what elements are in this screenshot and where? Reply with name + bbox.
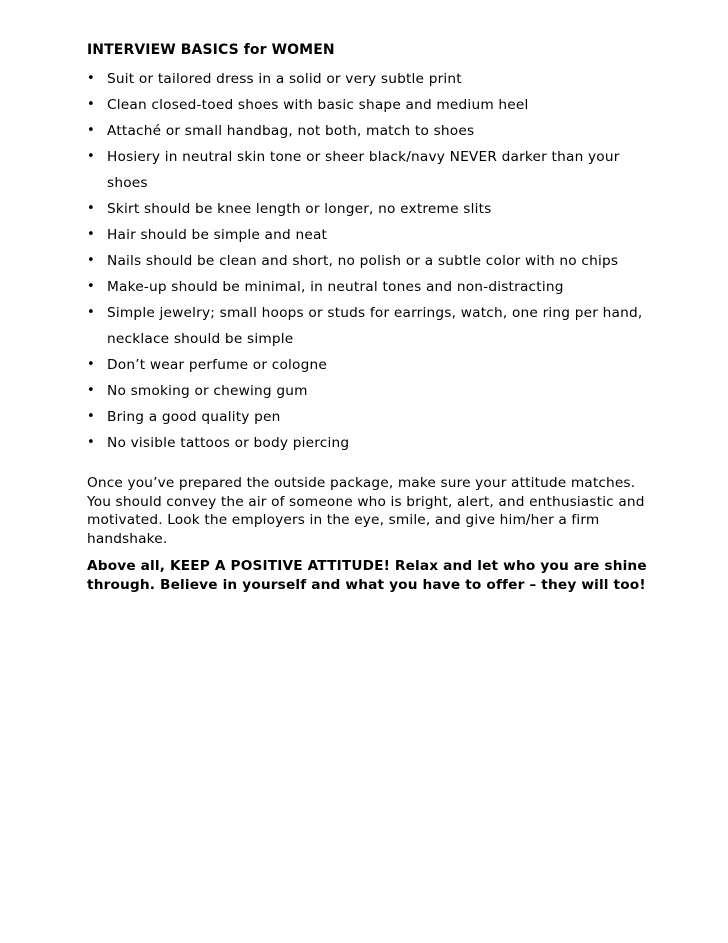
- list-item-text: No smoking or chewing gum: [107, 383, 308, 399]
- document-page: [87, 40, 647, 594]
- bullet-icon: •: [87, 227, 95, 242]
- list-item: [87, 300, 647, 352]
- list-item-text: Nails should be clean and short, no polish or a subtle color with no chips: [107, 253, 619, 269]
- list-item-text: Simple jewelry; small hoops or studs for earrings, watch, one ring per hand, necklace should be simple: [107, 305, 643, 347]
- list-item-text: Bring a good quality pen: [107, 409, 281, 425]
- list-item: [87, 196, 647, 222]
- list-item-text: Hosiery in neutral skin tone or sheer black/navy NEVER darker than your shoes: [107, 149, 620, 191]
- list-item-text: Make-up should be minimal, in neutral tones and non-distracting: [107, 279, 564, 295]
- list-item: [87, 118, 647, 144]
- bullet-icon: •: [87, 305, 95, 320]
- list-item-text: Suit or tailored dress in a solid or very subtle print: [107, 71, 462, 87]
- bullet-icon: •: [87, 253, 95, 268]
- closing-bold-paragraph: Above all, KEEP A POSITIVE ATTITUDE! Relax and let who you are shine through. Believe in yourself and what you have to offer – they will too!: [87, 558, 647, 593]
- list-item: [87, 92, 647, 118]
- list-item-text: Hair should be simple and neat: [107, 227, 328, 243]
- list-item: [87, 378, 647, 404]
- bullet-icon: •: [87, 149, 95, 164]
- list-item-text: Skirt should be knee length or longer, no extreme slits: [107, 201, 492, 217]
- list-item: [87, 352, 647, 378]
- list-item: [87, 66, 647, 92]
- list-item: [87, 222, 647, 248]
- bullet-list: [87, 66, 647, 456]
- list-item-text: Don’t wear perfume or cologne: [107, 357, 327, 373]
- bullet-icon: •: [87, 97, 95, 112]
- list-item-text: No visible tattoos or body piercing: [107, 435, 350, 451]
- attitude-paragraph: Once you’ve prepared the outside package, make sure your attitude matches. You should convey the air of someone who is bright, alert, and enthusiastic and motivated. Look the employers in the eye, smile, and give him/her a firm handshake.: [87, 475, 645, 547]
- list-item-text: Attaché or small handbag, not both, match to shoes: [107, 123, 475, 139]
- list-item: [87, 404, 647, 430]
- page-heading: INTERVIEW BASICS for WOMEN: [87, 42, 335, 58]
- bullet-icon: •: [87, 435, 95, 450]
- list-item: [87, 248, 647, 274]
- bullet-icon: •: [87, 409, 95, 424]
- list-item-text: Clean closed-toed shoes with basic shape and medium heel: [107, 97, 529, 113]
- bullet-icon: •: [87, 383, 95, 398]
- bullet-icon: •: [87, 279, 95, 294]
- bullet-icon: •: [87, 357, 95, 372]
- bullet-icon: •: [87, 201, 95, 216]
- list-item: [87, 144, 647, 196]
- bullet-icon: •: [87, 71, 95, 86]
- list-item: [87, 274, 647, 300]
- bullet-icon: •: [87, 123, 95, 138]
- list-item: [87, 430, 647, 456]
